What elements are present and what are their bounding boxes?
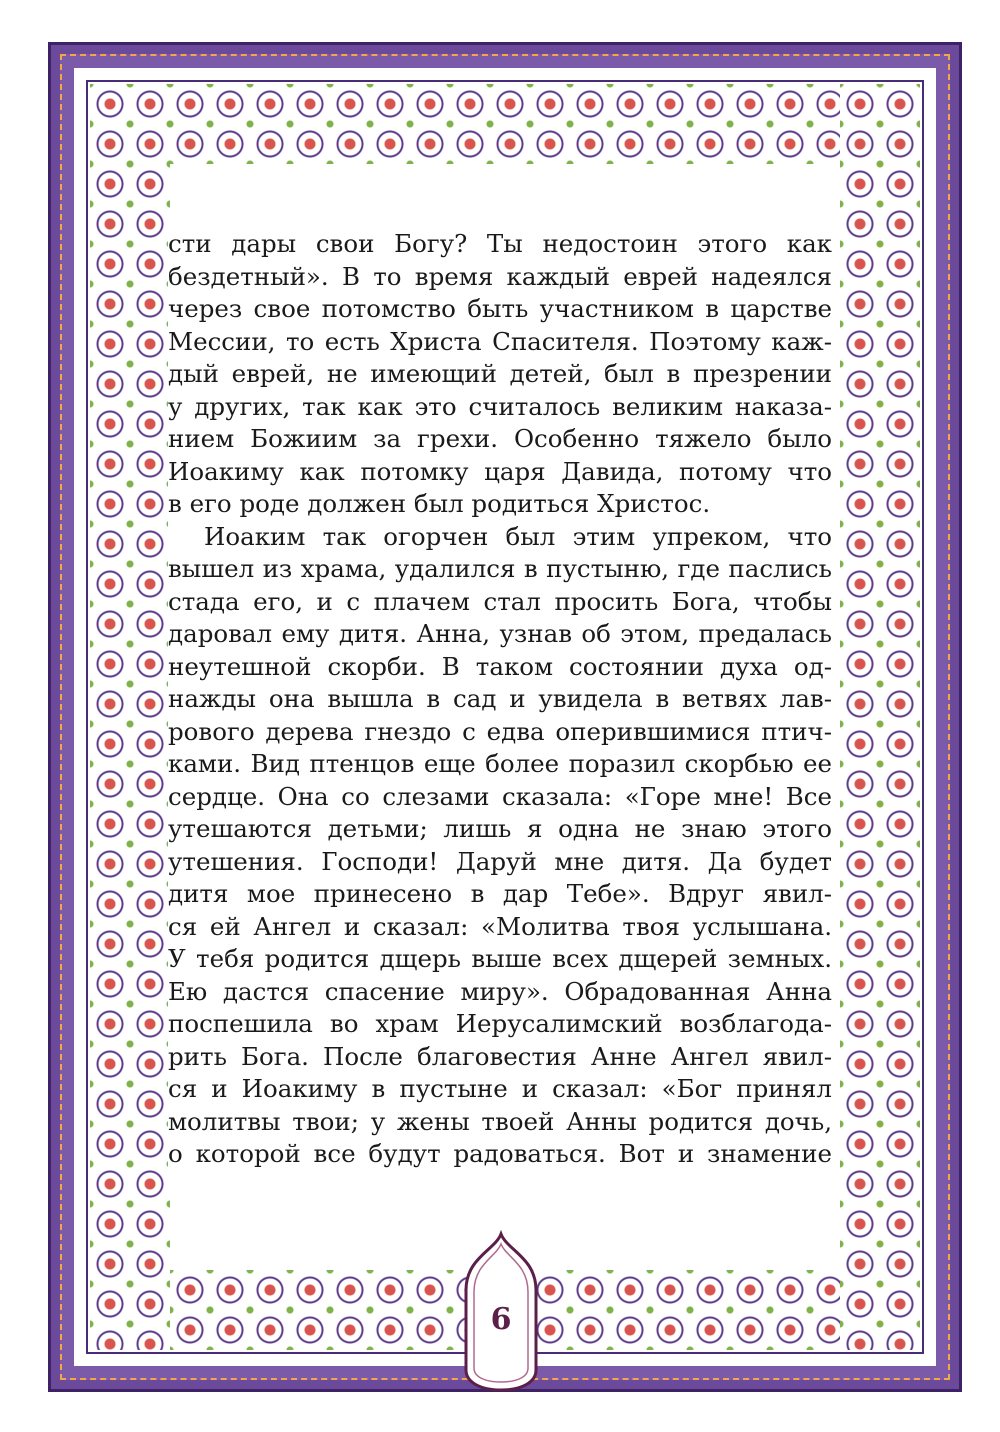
text-line: у других, так как это считалось великим наказа- — [168, 391, 832, 421]
paragraph-1 — [168, 228, 832, 521]
text-line: дый еврей, не имеющий детей, был в презрении — [168, 359, 832, 388]
text-line: рить Бога. После благовестия Анне Ангел явил- — [168, 1041, 832, 1071]
text-line: ками. Вид птенцов еще более поразил скорбью ее — [168, 749, 832, 778]
text-line: поспешила во храм Иерусалимский возблагода- — [168, 1009, 832, 1038]
text-line: ся и Иоакиму в пустыне и сказал: «Бог принял — [168, 1074, 832, 1103]
text-line: в его роде должен был родиться Христос. — [168, 489, 711, 518]
page-number-badge — [462, 1230, 540, 1394]
text-line: сердце. Она со слезами сказала: «Горе мне! Все — [168, 781, 832, 811]
text-line: Иоаким так огорчен был этим упреком, что — [204, 521, 832, 551]
text-line: даровал ему дитя. Анна, узнав об этом, предалась — [168, 619, 832, 648]
text-line: стада его, и с плачем стал просить Бога, чтобы — [168, 586, 832, 616]
text-line: У тебя родится дщерь выше всех дщерей земных. — [168, 944, 832, 973]
text-line: утешения. Господи! Даруй мне дитя. Да будет — [168, 846, 832, 876]
text-line: молитвы твои; у жены твоей Анны родится дочь, — [168, 1106, 832, 1136]
text-line: дитя мое принесено в дар Тебе». Вдруг явил- — [168, 879, 832, 908]
text-line: бездетный». В то время каждый еврей надеялся — [168, 261, 832, 291]
text-line: через свое потомство быть участником в царстве — [168, 294, 832, 323]
body-text — [168, 228, 832, 1188]
text-line: неутешной скорби. В таком состоянии духа од- — [168, 651, 832, 681]
text-line: Ею дастся спасение миру». Обрадованная Анна — [168, 976, 832, 1006]
text-line: сти дары свои Богу? Ты недостоин этого как — [168, 229, 832, 258]
paragraph-2 — [168, 521, 832, 1171]
text-line: ся ей Ангел и сказал: «Молитва твоя услышана. — [168, 911, 832, 941]
text-line: утешаются детьми; лишь я одна не знаю этого — [168, 814, 832, 843]
text-line: Иоакиму как потомку царя Давида, потому что — [168, 456, 832, 486]
text-line: вышел из храма, удалился в пустыню, где паслись — [168, 554, 832, 583]
text-line: нием Божиим за грехи. Особенно тяжело было — [168, 424, 832, 453]
text-line: рового дерева гнездо с едва оперившимися птич- — [168, 716, 832, 746]
text-line: Мессии, то есть Христа Спасителя. Поэтому каж- — [168, 326, 832, 356]
text-line: нажды она вышла в сад и увидела в ветвях лав- — [168, 684, 832, 713]
page-number: 6 — [490, 1302, 512, 1337]
text-line: о которой все будут радоваться. Вот и знамение — [168, 1139, 832, 1168]
